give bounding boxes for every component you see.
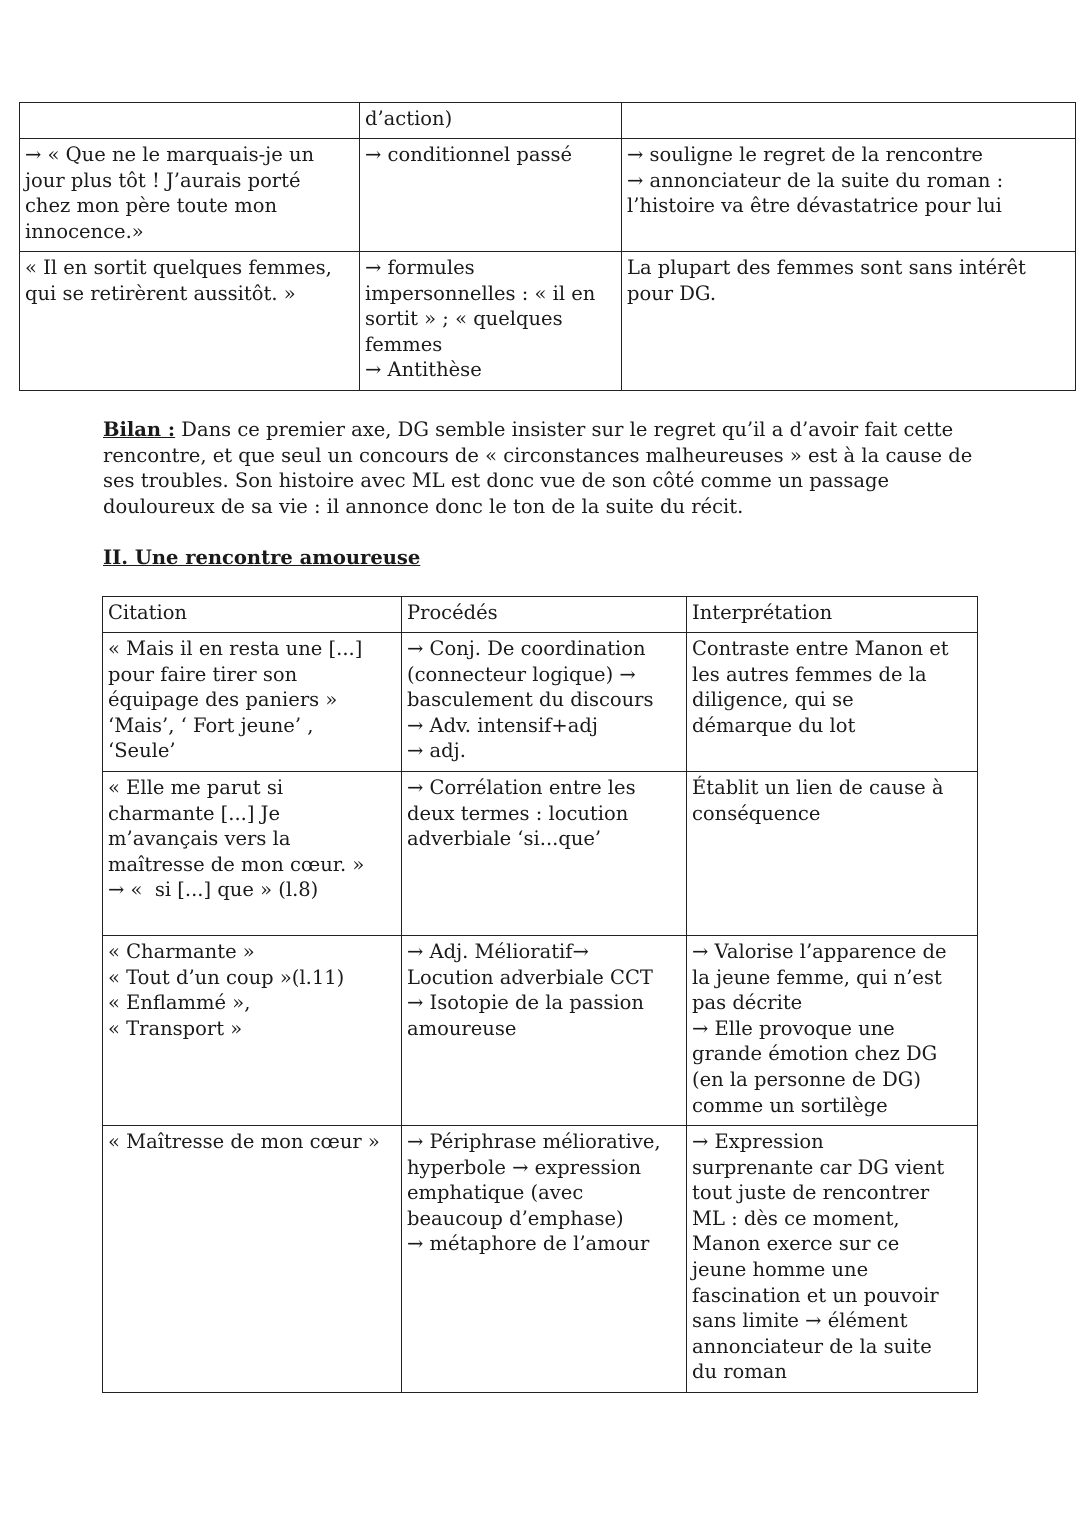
interpretation-cell <box>622 252 1076 391</box>
cell-text-line: fascination et un pouvoir <box>692 1283 939 1307</box>
cell-text-line: → Elle provoque une <box>692 1016 895 1040</box>
cell-text-line: la jeune femme, qui n’est <box>692 965 942 989</box>
section-heading: II. Une rencontre amoureuse <box>103 546 421 569</box>
cell-text-line: → Valorise l’apparence de <box>692 940 947 963</box>
cell-text-line: sortit » ; « quelques <box>365 307 563 331</box>
cell-text-line: charmante [...] Je <box>108 801 281 825</box>
cell-text-line: équipage des paniers » <box>108 688 338 712</box>
procedes-cell <box>360 103 622 139</box>
cell-text-line: démarque du lot <box>692 713 856 737</box>
cell-text-line: ML : dès ce moment, <box>692 1206 900 1230</box>
cell-text-line: « Il en sortit quelques femmes, <box>25 256 332 279</box>
bilan-label: Bilan : <box>103 418 176 441</box>
cell-text-line: La plupart des femmes sont sans intérêt <box>627 256 1026 279</box>
cell-text-line: innocence.» <box>25 219 144 243</box>
cell-text-line: sans limite → élément <box>692 1309 908 1333</box>
cell-text-line: chez mon père toute mon <box>25 194 278 218</box>
cell-text-line: pour DG. <box>627 281 717 305</box>
citation-cell <box>103 936 402 1126</box>
cell-text-line: amoureuse <box>407 1016 517 1040</box>
cell-text-line: basculement du discours <box>407 688 654 712</box>
cell-text-line: pas décrite <box>692 991 803 1015</box>
cell-text-line: tout juste de rencontrer <box>692 1181 930 1205</box>
cell-text-line: → annonciateur de la suite du roman : <box>627 168 1004 192</box>
cell-text-line: emphatique (avec <box>407 1181 584 1205</box>
cell-text-line: jour plus tôt ! J’aurais porté <box>25 168 301 192</box>
cell-text-line: l’histoire va être dévastatrice pour lui <box>627 194 1002 218</box>
bilan-paragraph <box>103 417 983 519</box>
table-row <box>103 936 978 1126</box>
analysis-table-part2 <box>102 596 978 1393</box>
cell-text-line: beaucoup d’emphase) <box>407 1206 624 1230</box>
cell-text-line: « Transport » <box>108 1016 243 1040</box>
cell-text-line: « Tout d’un coup »(l.11) <box>108 965 345 989</box>
cell-text-line: → souligne le regret de la rencontre <box>627 143 983 166</box>
cell-text-line: → « si [...] que » (l.8) <box>108 878 319 902</box>
column-header-procedes: Procédés <box>402 597 687 633</box>
interpretation-cell <box>622 139 1076 252</box>
cell-text-line: « Charmante » <box>108 940 255 963</box>
cell-text-line: → Antithèse <box>365 358 482 382</box>
procedes-cell <box>402 1126 687 1393</box>
cell-text-line: « Mais il en resta une [...] <box>108 637 363 660</box>
cell-text-line: d’action) <box>365 107 453 130</box>
cell-text-line: → formules <box>365 256 475 279</box>
cell-text-line: surprenante car DG vient <box>692 1155 945 1179</box>
cell-text-line: qui se retirèrent aussitôt. » <box>25 281 296 305</box>
citation-cell <box>20 139 360 252</box>
citation-cell <box>20 103 360 139</box>
bilan-text: Dans ce premier axe, DG semble insister sur le regret qu’il a d’avoir fait cette rencontre, et que seul un concours de « circonstances malheureuses » est à la cause de ses troubles. Son histoire avec ML est donc vue de son côté comme un passage douloureux de sa vie : il annonce donc le ton de la suite du récit. <box>103 418 973 518</box>
cell-text-line: → métaphore de l’amour <box>407 1232 650 1256</box>
citation-cell <box>103 772 402 936</box>
cell-text-line: ‘Mais’, ‘ Fort jeune’ , <box>108 713 314 737</box>
cell-text-line: comme un sortilège <box>692 1093 888 1117</box>
interpretation-cell <box>687 936 978 1126</box>
cell-text-line: adverbiale ‘si...que’ <box>407 827 602 851</box>
procedes-cell <box>360 252 622 391</box>
citation-cell <box>20 252 360 391</box>
cell-text-line: les autres femmes de la <box>692 662 927 686</box>
procedes-cell <box>402 633 687 772</box>
cell-text-line: impersonnelles : « il en <box>365 281 596 305</box>
cell-text-line: Contraste entre Manon et <box>692 637 949 660</box>
analysis-table-part1 <box>19 102 1076 391</box>
cell-text-line: conséquence <box>692 801 821 825</box>
cell-text-line: (connecteur logique) → <box>407 662 636 686</box>
cell-text-line: → Conj. De coordination <box>407 637 646 660</box>
cell-text-line: deux termes : locution <box>407 801 629 825</box>
interpretation-cell <box>622 103 1076 139</box>
cell-text-line: → « Que ne le marquais-je un <box>25 143 315 166</box>
interpretation-cell <box>687 1126 978 1393</box>
cell-text-line: hyperbole → expression <box>407 1155 642 1179</box>
cell-text-line: → Périphrase méliorative, <box>407 1130 661 1153</box>
procedes-cell <box>402 772 687 936</box>
cell-text-line: « Elle me parut si <box>108 776 284 799</box>
cell-text-line: Manon exerce sur ce <box>692 1232 900 1256</box>
table-row <box>103 772 978 936</box>
cell-text-line: annonciateur de la suite <box>692 1334 932 1358</box>
cell-text-line: maîtresse de mon cœur. » <box>108 852 365 876</box>
cell-text-line: diligence, qui se <box>692 688 854 712</box>
cell-text-line: Locution adverbiale CCT <box>407 965 653 989</box>
column-header-interpretation: Interprétation <box>687 597 978 633</box>
cell-text-line: jeune homme une <box>692 1257 869 1281</box>
table-header-row <box>103 597 978 633</box>
cell-text-line: pour faire tirer son <box>108 662 298 686</box>
cell-text-line: grande émotion chez DG <box>692 1042 938 1066</box>
table-row <box>20 103 1076 139</box>
cell-text-line: du roman <box>692 1360 787 1384</box>
cell-text-line: → conditionnel passé <box>365 143 573 166</box>
cell-text-line: (en la personne de DG) <box>692 1067 921 1091</box>
cell-text-line: m’avançais vers la <box>108 827 291 851</box>
cell-text-line: → Adv. intensif+adj <box>407 713 598 737</box>
column-header-citation: Citation <box>103 597 402 633</box>
procedes-cell <box>402 936 687 1126</box>
citation-cell <box>103 1126 402 1393</box>
citation-cell <box>103 633 402 772</box>
cell-text-line: « Maîtresse de mon cœur » <box>108 1130 380 1153</box>
cell-text-line: ‘Seule’ <box>108 739 176 763</box>
interpretation-cell <box>687 633 978 772</box>
procedes-cell <box>360 139 622 252</box>
table-row <box>103 1126 978 1393</box>
table-row <box>20 139 1076 252</box>
cell-text-line: Établit un lien de cause à <box>692 776 944 799</box>
table-row <box>20 252 1076 391</box>
interpretation-cell <box>687 772 978 936</box>
cell-text-line: → Adj. Mélioratif→ <box>407 940 589 963</box>
cell-text-line: → Isotopie de la passion <box>407 991 644 1015</box>
cell-text-line: « Enflammé », <box>108 991 251 1015</box>
cell-text-line: → Expression <box>692 1130 824 1153</box>
cell-text-line: → adj. <box>407 739 466 763</box>
table-row <box>103 633 978 772</box>
cell-text-line: → Corrélation entre les <box>407 776 636 799</box>
cell-text-line: femmes <box>365 332 443 356</box>
